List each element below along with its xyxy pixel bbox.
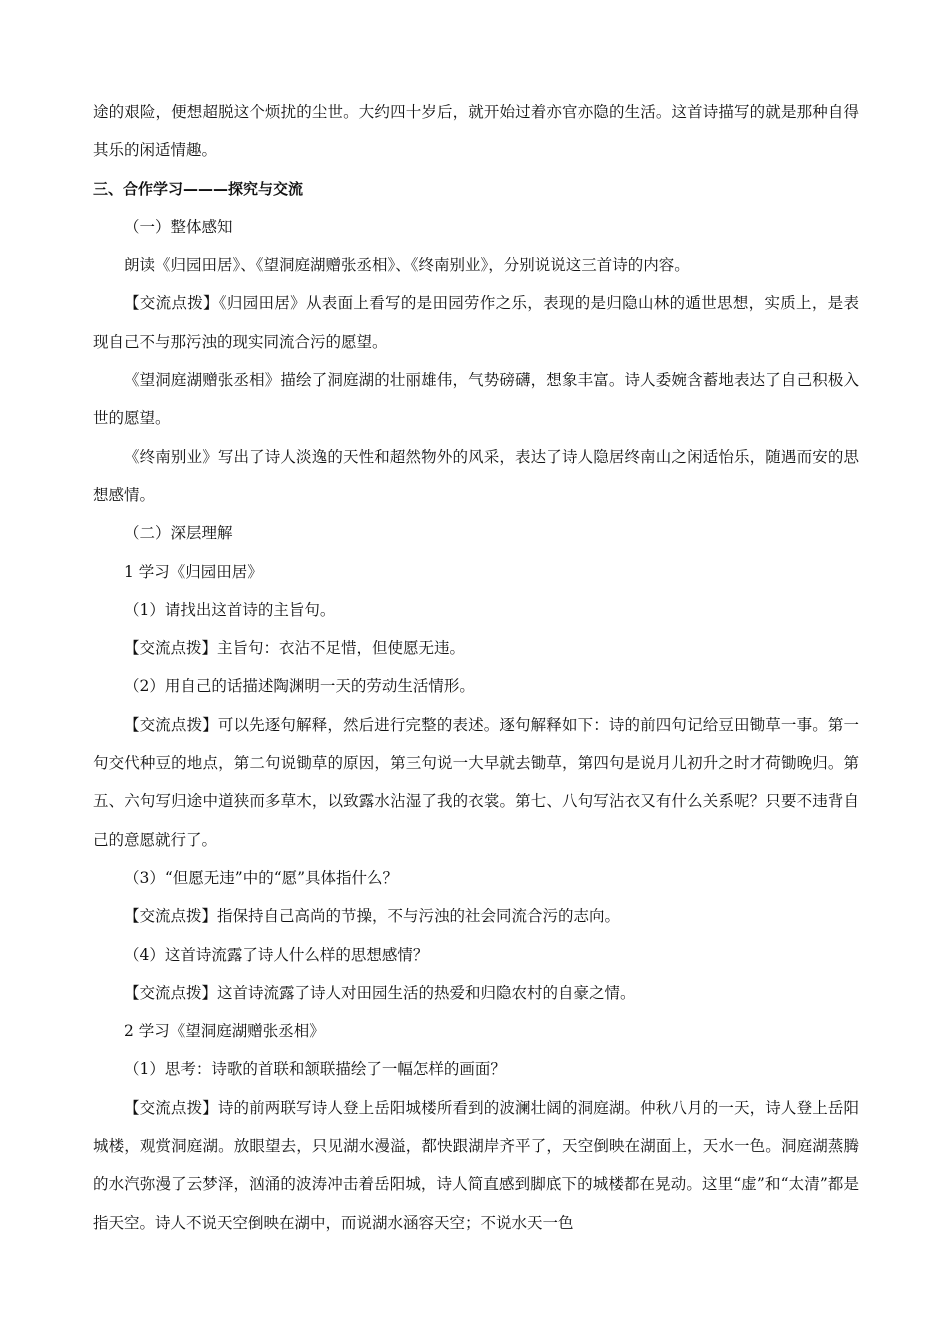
subsection-heading-deep: （二）深层理解: [124, 524, 233, 543]
paragraph-poem-2-summary: 《望洞庭湖赠张丞相》描绘了洞庭湖的壮丽雄伟，气势磅礴，想象丰富。诗人委婉含蓄地表达了自己积极入世的愿望。: [93, 371, 859, 428]
item-heading-2: 2 学习《望洞庭湖赠张丞相》: [124, 1022, 325, 1041]
answer-1-3: 【交流点拨】指保持自己高尚的节操，不与污浊的社会同流合污的志向。: [124, 907, 621, 926]
question-1-3: （3）“但愿无违”中的“愿”具体指什么？: [124, 868, 399, 887]
answer-1-1: 【交流点拨】主旨句：衣沾不足惜，但使愿无违。: [124, 639, 466, 658]
answer-2-1: 【交流点拨】诗的前两联写诗人登上岳阳城楼所看到的波澜壮阔的洞庭湖。仲秋八月的一天，诗人登上岳阳城楼，观赏洞庭湖。放眼望去，只见湖水漫溢，都快跟湖岸齐平了，天空倒映在湖面上，天水一色。洞庭湖蒸腾的水汽弥漫了云梦泽，汹涌的波涛冲击着岳阳城，诗人简直感到脚底下的城楼都在晃动。这里“虚”和“太清”都是指天空。诗人不说天空倒映在湖中，而说湖水涵容天空；不说水天一色: [93, 1098, 859, 1232]
question-1-4: （4）这首诗流露了诗人什么样的思想感情？: [124, 945, 429, 964]
paragraph-pointer-1: 【交流点拨】《归园田居》从表面上看写的是田园劳作之乐，表现的是归隐山林的遁世思想，实质上，是表现自己不与那污浊的现实同流合污的愿望。: [93, 294, 859, 351]
document-body: [93, 93, 859, 1242]
question-1-2: （2）用自己的话描述陶渊明一天的劳动生活情形。: [124, 677, 475, 696]
paragraph-poem-3-summary: 《终南别业》写出了诗人淡逸的天性和超然物外的风采，表达了诗人隐居终南山之闲适怡乐，随遇而安的思想感情。: [93, 447, 859, 504]
question-2-1: （1）思考：诗歌的首联和颔联描绘了一幅怎样的画面？: [124, 1060, 506, 1079]
answer-1-2: 【交流点拨】可以先逐句解释，然后进行完整的表述。逐句解释如下：诗的前四句记给豆田锄草一事。第一句交代种豆的地点，第二句说锄草的原因，第三句说一大早就去锄草，第四句是说月儿初升之时才荷锄晚归。第五、六句写归途中道狭而多草木，以致露水沾湿了我的衣裳。第七、八句写沾衣又有什么关系呢？只要不违背自己的意愿就行了。: [93, 715, 859, 849]
section-heading: 三、合作学习———探究与交流: [93, 179, 304, 198]
item-heading-1: 1 学习《归园田居》: [124, 562, 263, 581]
question-1-1: （1）请找出这首诗的主旨句。: [124, 600, 336, 619]
paragraph-reading-task: 朗读《归园田居》、《望洞庭湖赠张丞相》、《终南别业》，分别说说这三首诗的内容。: [124, 256, 690, 275]
answer-1-4: 【交流点拨】这首诗流露了诗人对田园生活的热爱和归隐农村的自豪之情。: [124, 983, 636, 1002]
paragraph-continuation: 途的艰险，便想超脱这个烦扰的尘世。大约四十岁后，就开始过着亦官亦隐的生活。这首诗描写的就是那种自得其乐的闲适情趣。: [93, 103, 859, 160]
subsection-heading-overall: （一）整体感知: [124, 217, 233, 236]
